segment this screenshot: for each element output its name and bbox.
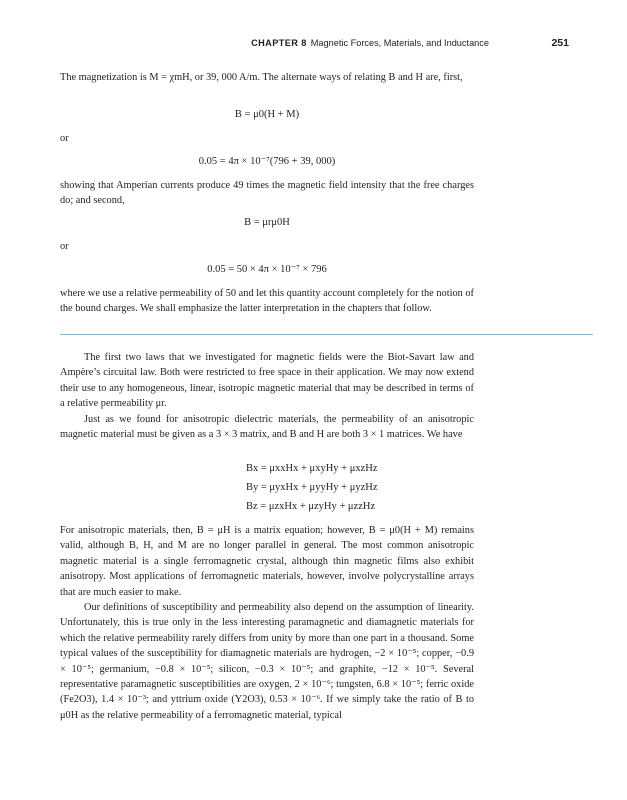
section-divider [60, 334, 593, 335]
paragraph-text: The magnetization is M = χmH, or 39, 000 A/m. The alternate ways of relating B and H are, first, [60, 72, 463, 83]
equation-b-mur-mu0-h: B = μrμ0H [244, 217, 290, 228]
chapter-heading [251, 38, 489, 48]
chapter-label: CHAPTER 8 [251, 38, 307, 48]
paragraph-first-two-laws: The first two laws that we investigated for magnetic fields were the Biot-Savart law and Ampère’s circuital law. Both were restricted to free space in their application. We may now extend their use to any homogeneous, linear, isotropic magnetic material that may be described in terms of a relative permeability μr. [60, 352, 474, 410]
page-number: 251 [551, 37, 569, 49]
paragraph-anisotropic: Just as we found for anisotropic dielectric materials, the permeability of an anisotropic magnetic material must be given as a 3 × 3 matrix, and B and H are both 3 × 1 matrices. We have [60, 413, 474, 441]
paragraph-magnetization [60, 70, 474, 85]
chapter-title: Magnetic Forces, Materials, and Inductance [310, 38, 489, 48]
equation-bx: Bx = μxxHx + μxyHy + μxzHz [246, 463, 378, 474]
paragraph-relative-permeability [60, 286, 474, 317]
equation-numeric-2: 0.05 = 50 × 4π × 10⁻⁷ × 796 [207, 264, 327, 275]
equation-numeric-1: 0.05 = 4π × 10⁻⁷(796 + 39, 000) [198, 156, 336, 167]
equation-b-mu0-h-plus-m: B = μ0(H + M) [234, 109, 300, 120]
connector-or: or [60, 241, 69, 252]
paragraph-amperian [60, 178, 474, 209]
paragraph-susceptibility: Our definitions of susceptibility and permeability also depend on the assumption of linearity. Unfortunately, this is true only in the less interesting paramagnetic and diamagnetic materials for which the relative permeability rarely differs from unity by more than one part in a thousand. Some typical values of the susceptibility for diamagnetic materials are hydrogen, −2 × 10⁻⁵; copper, −0.9 × 10⁻⁵; germanium, −0.8 × 10⁻⁵; silicon, −0.3 × 10⁻⁵; and graphite, −12 × 10⁻⁵. Several representative paramagnetic susceptibilities are oxygen, 2 × 10⁻⁶; tungsten, 6.8 × 10⁻⁵; ferric oxide (Fe2O3), 1.4 × 10⁻³; and yttrium oxide (Y2O3), 0.53 × 10⁻⁶. If we simply take the ratio of B to μ0H as the relative permeability of a ferromagnetic material, typical [60, 602, 474, 721]
paragraph-matrix-equation: For anisotropic materials, then, B = μH is a matrix equation; however, B = μ0(H + M) remains valid, although B, H, and M are no longer parallel in general. The most common anisotropic magnetic material is a single ferromagnetic crystal, although thin magnetic films also exhibit anisotropy. Most applications of ferromagnetic materials, however, involve polycrystalline arrays that are much easier to make. [60, 525, 474, 598]
connector-or: or [60, 133, 69, 144]
equation-bz: Bz = μzxHx + μzyHy + μzzHz [246, 501, 376, 512]
paragraph-text: where we use a relative permeability of 50 and let this quantity account completely for the notion of the bound charges. We shall emphasize the latter interpretation in the chapters that follow. [60, 288, 474, 315]
paragraph-text: showing that Amperian currents produce 49 times the magnetic field intensity that the free charges do; and second, [60, 180, 474, 207]
equation-by: By = μyxHx + μyyHy + μyzHz [246, 482, 378, 493]
section-body-continued [60, 523, 474, 723]
running-header [60, 37, 569, 51]
section-body [60, 350, 474, 442]
